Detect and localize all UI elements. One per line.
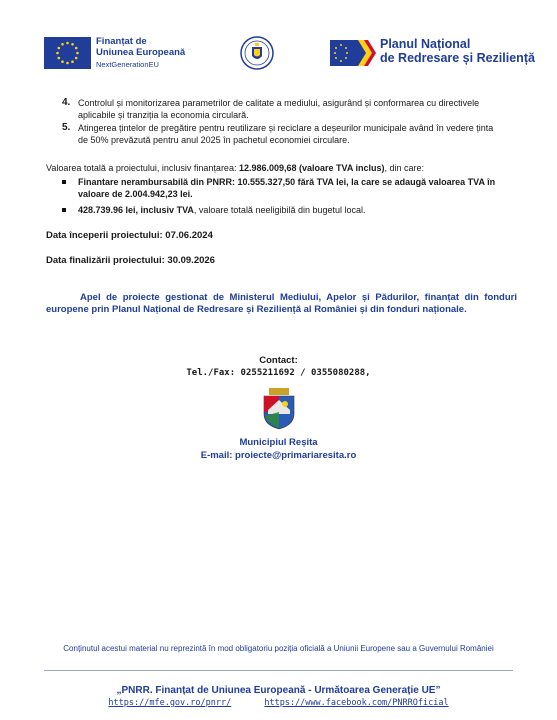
list-item (60, 176, 515, 200)
eu-funding-label (96, 36, 226, 70)
contact-email: E-mail: proiecte@primariaresita.ro (200, 450, 357, 461)
value-amount: 12.986.009,68 (valoare TVA inclus) (238, 163, 385, 173)
bullet-text-bold: 428.739.96 lei, inclusiv TVA (78, 205, 194, 215)
value-suffix: , din care: (384, 163, 425, 173)
list-number: 5. (62, 122, 71, 133)
mfe-link[interactable]: https://mfe.gov.ro/pnrr/ (108, 698, 232, 708)
funding-statement: Apel de proiecte gestionat de Ministerul Mediului, Apelor și Pădurilor, finanțat din fonduri europene prin Planul Național de Redresare și Reziliență al României și din fonduri naționale. (46, 292, 517, 315)
disclaimer: Conținutul acestui material nu reprezintă în mod obligatoriu poziția oficială a Uniunii Europene sau a Guvernului României (63, 644, 494, 653)
contact-title: Contact: (259, 355, 298, 366)
project-value (46, 162, 516, 174)
footer-links (0, 698, 557, 708)
value-prefix: Valoarea totală a proiectului, inclusiv finanțarea: (46, 163, 239, 173)
pnrr-title-line2: de Redresare și Reziliență (380, 51, 535, 65)
objectives-list (62, 97, 502, 147)
bullet-icon (62, 180, 66, 184)
list-text: Atingerea țintelor de pregătire pentru reutilizare și reciclare a deșeurilor municipale având în vedere ținta de 50% prevăzută pentru anul 2025 în pachetul economiei circulare. (78, 123, 494, 145)
city-crest-icon (261, 388, 297, 430)
pnrr-title-line1: Planul Național (380, 37, 471, 51)
footer-divider (44, 670, 513, 671)
start-date: Data începerii proiectului: 07.06.2024 (46, 230, 213, 241)
list-item (62, 122, 502, 146)
funding-bullets (60, 176, 515, 220)
eu-flag-icon (44, 37, 91, 69)
government-seal-icon (240, 34, 274, 72)
bullet-text: Finantare nerambursabilă din PNRR: 10.555.327,50 fără TVA lei, la care se adaugă valoarea TVA în valoare de 2.004.942,23 lei. (78, 177, 496, 199)
eu-label-line3: NextGenerationEU (96, 60, 159, 69)
bullet-text: , valoare totală neeligibilă din bugetul local. (193, 205, 366, 215)
end-date: Data finalizării proiectului: 30.09.2026 (46, 255, 215, 266)
list-item (60, 204, 515, 216)
bullet-icon (62, 208, 66, 212)
list-text: Controlul și monitorizarea parametrilor de calitate a mediului, asigurând și conformarea cu directivele aplicabile și tranziția la economia circulară. (78, 98, 480, 120)
list-number: 4. (62, 97, 71, 108)
municipality-name: Municipiul Reșita (239, 437, 318, 448)
eu-label-line2: Uniunea Europeană (96, 47, 186, 58)
pnrr-title (380, 37, 540, 65)
footer-title: „PNRR. Finanțat de Uniunea Europeană - Următoarea Generație UE” (116, 685, 441, 696)
contact-phone: Tel./Fax: 0255211692 / 0355080288, (186, 368, 371, 378)
eu-label-line1: Finanțat de (96, 36, 147, 47)
list-item (62, 97, 502, 121)
pnrr-logo-icon (330, 40, 376, 66)
facebook-link[interactable]: https://www.facebook.com/PNRROficial (264, 698, 449, 708)
